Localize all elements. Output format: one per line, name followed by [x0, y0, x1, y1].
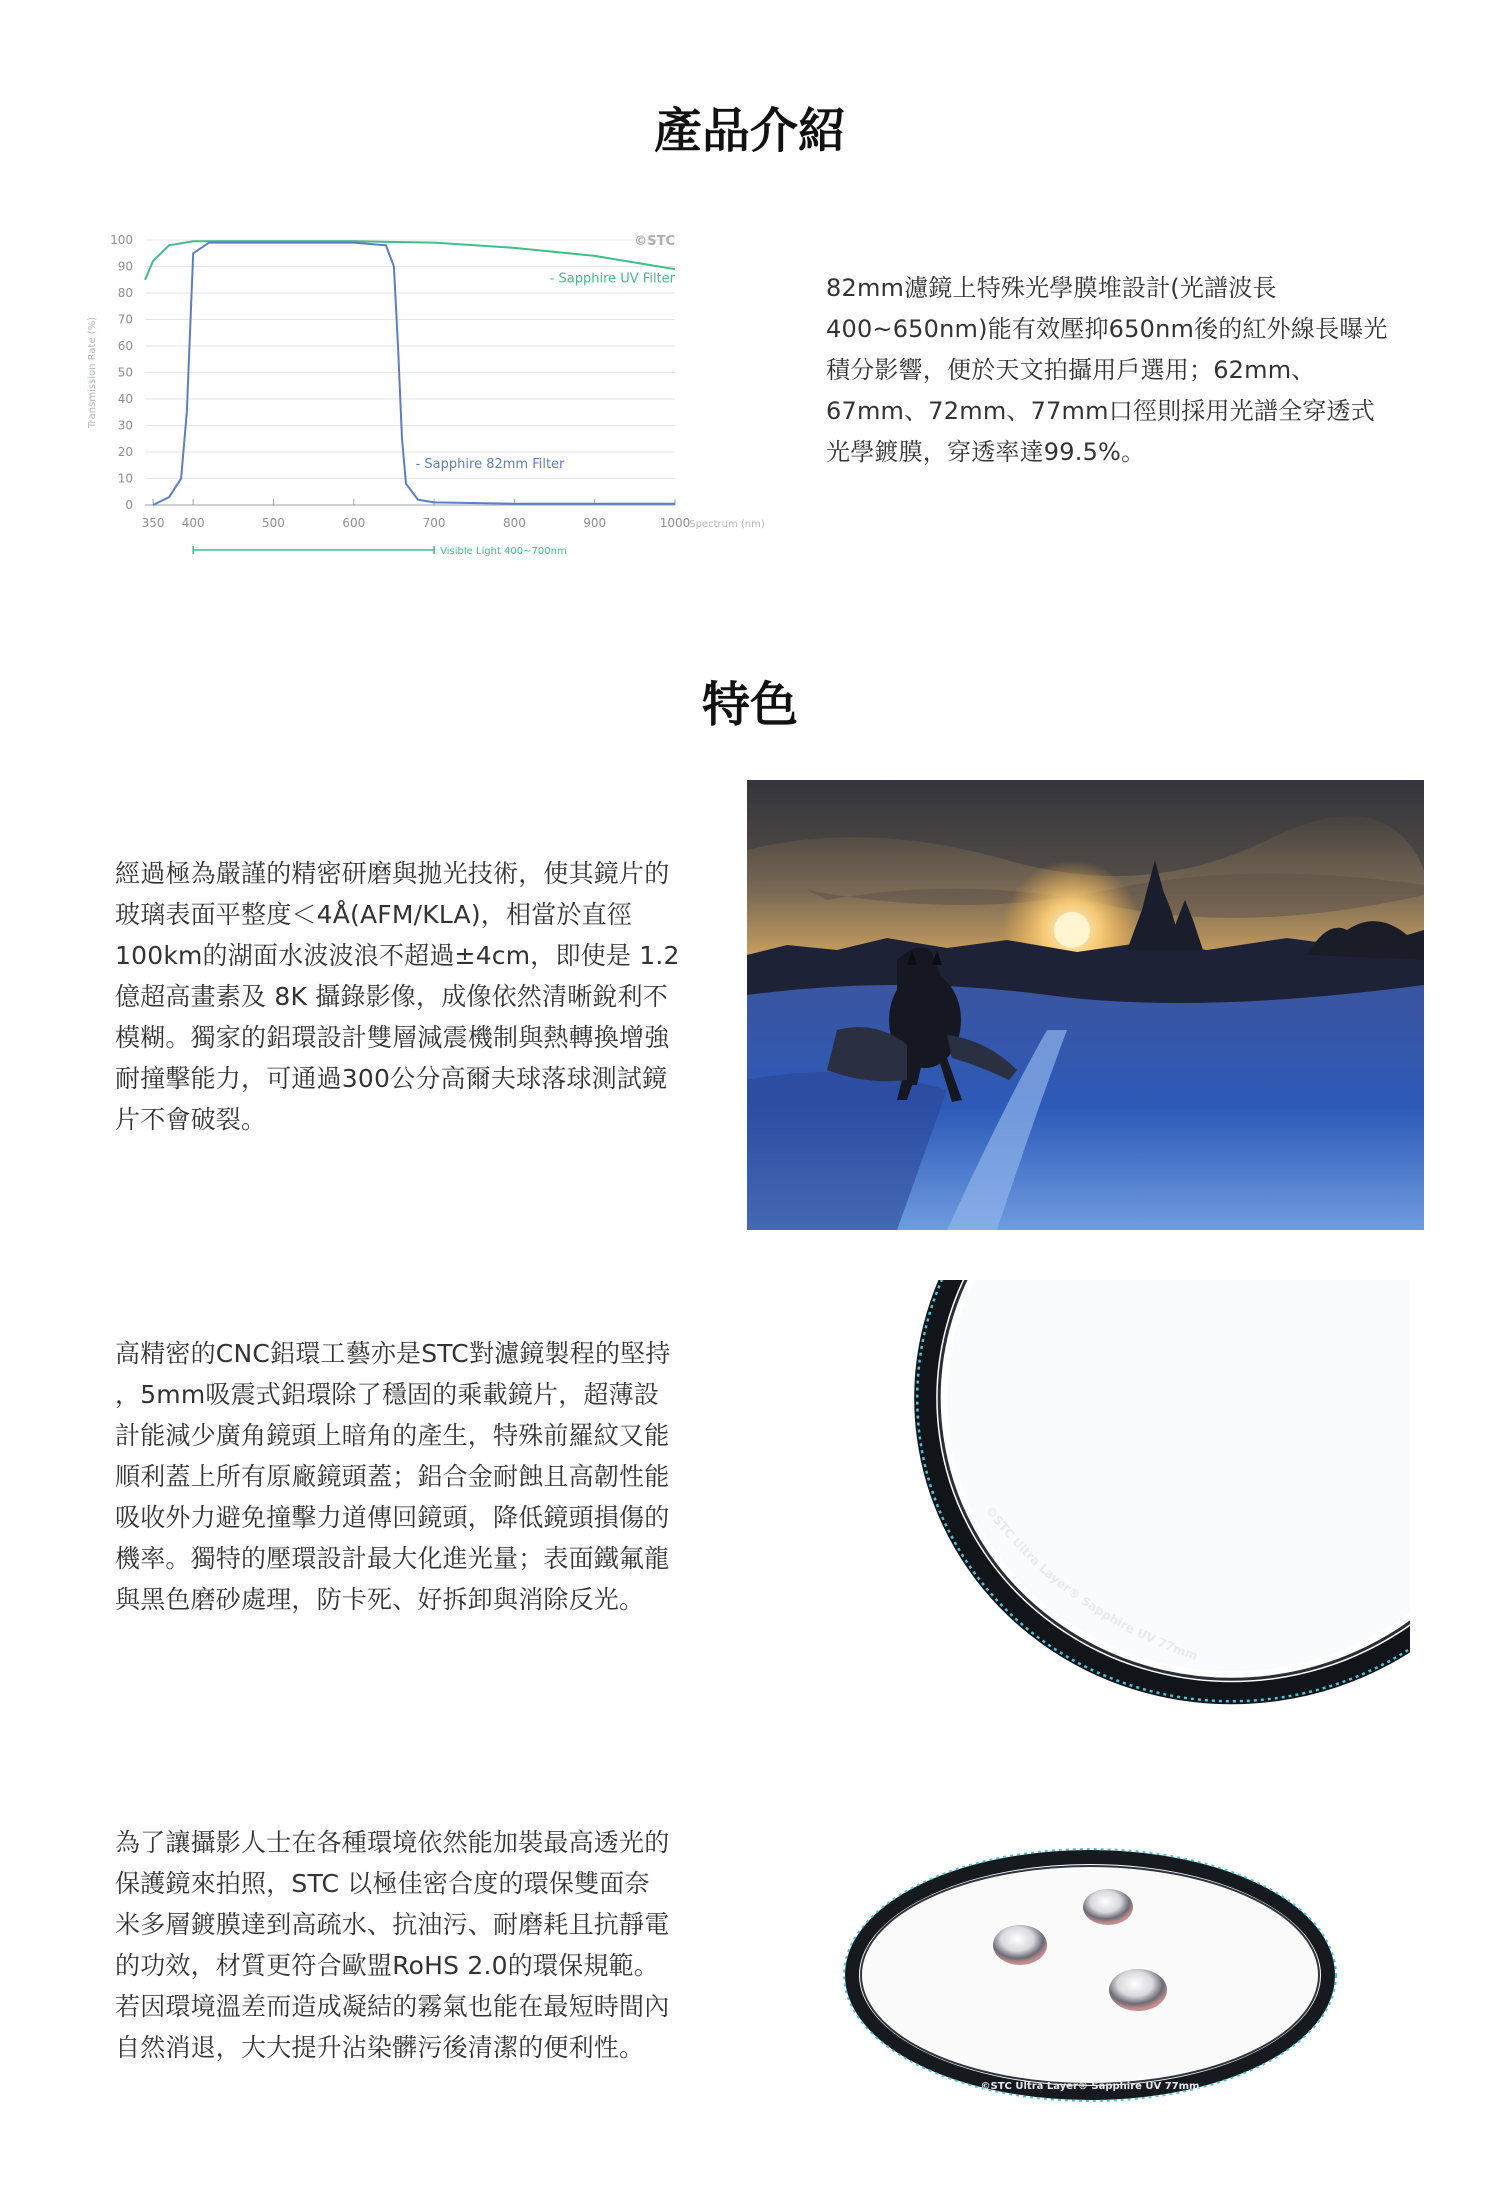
y-tick-label: 90	[117, 259, 133, 274]
x-tick-label: 800	[502, 516, 526, 530]
y-tick-label: 100	[110, 233, 133, 247]
feature-line: 為了讓攝影人士在各種環境依然能加裝最高透光的	[115, 1828, 670, 1857]
x-tick-label: 500	[262, 516, 285, 530]
water-drops-filter-photo	[840, 1835, 1340, 2110]
feature-line: 高精密的CNC鋁環工藝亦是STC對濾鏡製程的堅持	[115, 1339, 671, 1368]
chart-brand: ©STC	[634, 234, 675, 249]
feature-line: 耐撞擊能力，可通過300公分高爾夫球落球測試鏡	[115, 1064, 668, 1093]
y-tick-label: 80	[117, 286, 133, 300]
y-tick-label: 60	[117, 339, 133, 353]
y-tick-label: 30	[117, 418, 133, 433]
feature-line: 機率。獨特的壓環設計最大化進光量；表面鐵氟龍	[115, 1544, 670, 1573]
y-tick-label: 40	[117, 392, 133, 406]
feature-line: 計能減少廣角鏡頭上暗角的產生，特殊前羅紋又能	[115, 1421, 670, 1450]
intro-line: 82mm濾鏡上特殊光學膜堆設計(光譜波長	[826, 274, 1277, 302]
transmission-chart	[87, 225, 765, 570]
feature-line: 經過極為嚴謹的精密研磨與拋光技術，使其鏡片的	[115, 859, 670, 888]
feature-1-text	[115, 853, 680, 1140]
ring-label-text: ©STC Ultra Layer® Sapphire UV 77mm	[980, 2081, 1200, 2092]
feature-line: 若因環境溫差而造成凝結的霧氣也能在最短時間內	[115, 1992, 670, 2021]
feature-line: 模糊。獨家的鋁環設計雙層減震機制與熱轉換增強	[115, 1023, 670, 1052]
x-tick-label: 350	[141, 516, 165, 530]
ring-label-text: ©STC Ultra Layer® Sapphire UV 77mm	[982, 1503, 1200, 1663]
y-tick-label: 0	[125, 498, 133, 512]
feature-line: ，5mm吸震式鋁環除了穩固的乘載鏡片，超薄設	[115, 1380, 660, 1409]
x-tick-label: 1000	[659, 516, 691, 530]
water-drop	[1083, 1889, 1133, 1925]
y-axis-label: Transmission Rate (%)	[87, 316, 98, 429]
y-tick-label: 10	[117, 471, 133, 486]
winter-horse-sleigh-photo	[747, 780, 1424, 1230]
feature-line: 玻璃表面平整度＜4Å(AFM/KLA)，相當於直徑	[115, 900, 632, 929]
feature-line: 順利蓋上所有原廠鏡頭蓋；鋁合金耐蝕且高韌性能	[115, 1462, 670, 1491]
y-tick-label: 20	[117, 445, 133, 459]
visible-light-label: Visible Light 400~700nm	[440, 546, 567, 557]
intro-line: 積分影響，便於天文拍攝用戶選用；62mm、	[826, 356, 1316, 384]
y-tick-label: 50	[117, 365, 133, 380]
x-tick-label: 700	[422, 516, 446, 530]
feature-line: 的功效，材質更符合歐盟RoHS 2.0的環保規範。	[115, 1951, 659, 1980]
feature-line: 億超高畫素及 8K 攝錄影像，成像依然清晰銳利不	[115, 982, 668, 1011]
intro-heading: 產品介紹	[653, 103, 846, 159]
feature-line: 片不會破裂。	[115, 1105, 267, 1134]
feature-line: 100km的湖面水波波浪不超過±4cm，即使是 1.2	[115, 941, 680, 970]
series-label: - Sapphire 82mm Filter	[415, 456, 565, 472]
series-label: - Sapphire UV Filter	[549, 271, 675, 287]
x-tick-label: 400	[181, 516, 205, 530]
intro-line: 67mm、72mm、77mm口徑則採用光譜全穿透式	[826, 397, 1375, 425]
feature-line: 與黑色磨砂處理，防卡死、好拆卸與消除反光。	[115, 1585, 645, 1614]
x-tick-label: 900	[583, 516, 607, 530]
feature-line: 自然消退，大大提升沾染髒污後清潔的便利性。	[115, 2033, 645, 2062]
y-tick-label: 70	[117, 312, 133, 327]
feature-line: 吸收外力避免撞擊力道傳回鏡頭，降低鏡頭損傷的	[115, 1503, 670, 1532]
x-tick-label: 600	[342, 516, 366, 530]
features-heading: 特色	[701, 677, 798, 733]
feature-3-text	[115, 1822, 669, 2068]
water-drop	[1109, 1969, 1167, 2011]
feature-line: 米多層鍍膜達到高疏水、抗油污、耐磨耗且抗靜電	[115, 1910, 670, 1939]
water-drop	[993, 1925, 1047, 1965]
x-axis-label: Spectrum (nm)	[689, 519, 765, 530]
feature-2-text	[115, 1333, 671, 1620]
intro-line: 光學鍍膜，穿透率達99.5%。	[826, 438, 1146, 466]
intro-line: 400~650nm)能有效壓抑650nm後的紅外線長曝光	[826, 315, 1388, 343]
filter-ring-photo	[890, 1280, 1410, 1710]
feature-line: 保護鏡來拍照，STC 以極佳密合度的環保雙面奈	[115, 1869, 650, 1898]
intro-paragraph	[826, 268, 1388, 473]
